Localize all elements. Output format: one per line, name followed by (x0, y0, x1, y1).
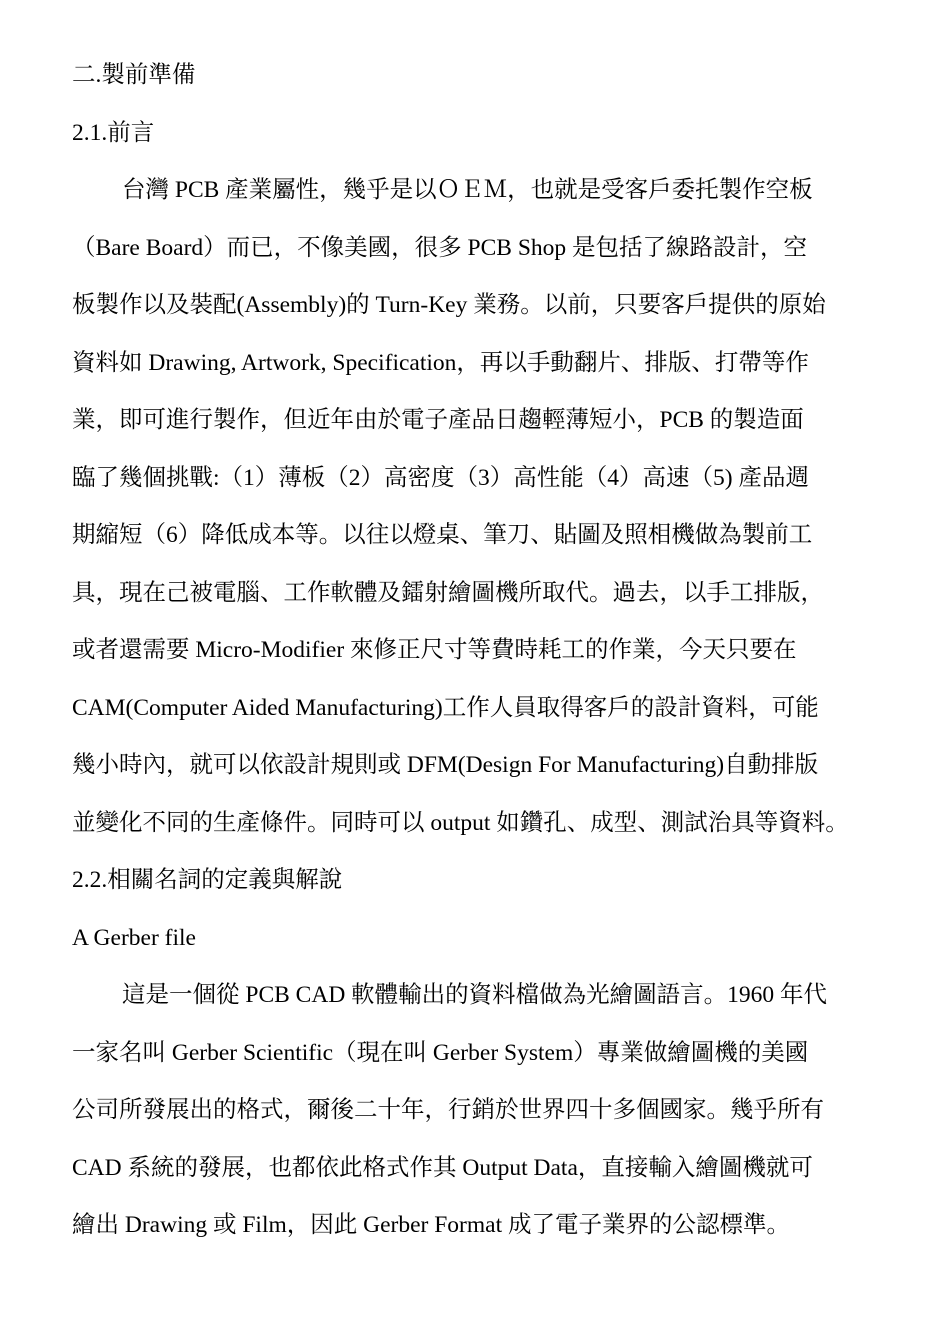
paragraph-line: 具，現在己被電腦、工作軟體及鐳射繪圖機所取代。過去，以手工排版， (72, 579, 824, 606)
paragraph-line: 期縮短（6）降低成本等。以往以燈桌、筆刀、貼圖及照相機做為製前工 (72, 522, 813, 548)
subsection-heading-definitions: 2.2.相關名詞的定義與解說 (72, 867, 343, 893)
paragraph-line: 一家名叫 Gerber Scientific（現在叫 Gerber System）專業做繪圖機的美國 (72, 1039, 809, 1066)
paragraph-line: 繪出 Drawing 或 Film，因此 Gerber Format 成了電子業界的公認標準。 (72, 1212, 791, 1238)
intro-paragraph (72, 167, 902, 857)
paragraph-line: 公司所發展出的格式，爾後二十年，行銷於世界四十多個國家。幾乎所有 (72, 1097, 824, 1123)
paragraph-line: 板製作以及裝配(Assembly)的 Turn-Key 業務。以前，只要客戶提供的原始 (72, 292, 826, 318)
paragraph-line: 台灣 PCB 產業屬性，幾乎是以ＯＥＭ，也就是受客戶委托製作空板 (122, 177, 813, 203)
paragraph-line: CAM(Computer Aided Manufacturing)工作人員取得客戶的設計資料，可能 (72, 694, 819, 721)
gerber-paragraph (72, 972, 902, 1260)
paragraph-line: 臨了幾個挑戰:（1）薄板（2）高密度（3）高性能（4）高速（5) 產品週 (72, 464, 809, 491)
section-heading: 二.製前準備 (72, 62, 196, 88)
paragraph-line: CAD 系統的發展，也都依此格式作其 Output Data，直接輸入繪圖機就可 (72, 1154, 813, 1181)
paragraph-line: 或者還需要 Micro-Modifier 來修正尺寸等費時耗工的作業，今天只要在 (72, 637, 797, 663)
document-page (72, 52, 902, 1260)
paragraph-line: 資料如 Drawing, Artwork, Specification，再以手動翻片、排版、打帶等作 (72, 349, 809, 376)
term-heading-gerber-file: A Gerber file (72, 924, 196, 951)
paragraph-line: （Bare Board）而已，不像美國，很多 PCB Shop 是包括了線路設計，空 (72, 234, 808, 261)
subsection-heading-foreword: 2.1.前言 (72, 119, 155, 146)
paragraph-line: 這是一個從 PCB CAD 軟體輸出的資料檔做為光繪圖語言。1960 年代 (122, 982, 828, 1008)
paragraph-line: 業，即可進行製作，但近年由於電子產品日趨輕薄短小，PCB 的製造面 (72, 407, 804, 433)
paragraph-line: 並變化不同的生產條件。同時可以 output 如鑽孔、成型、測試治具等資料。 (72, 809, 849, 836)
paragraph-line: 幾小時內，就可以依設計規則或 DFM(Design For Manufacturing)自動排版 (72, 752, 819, 778)
